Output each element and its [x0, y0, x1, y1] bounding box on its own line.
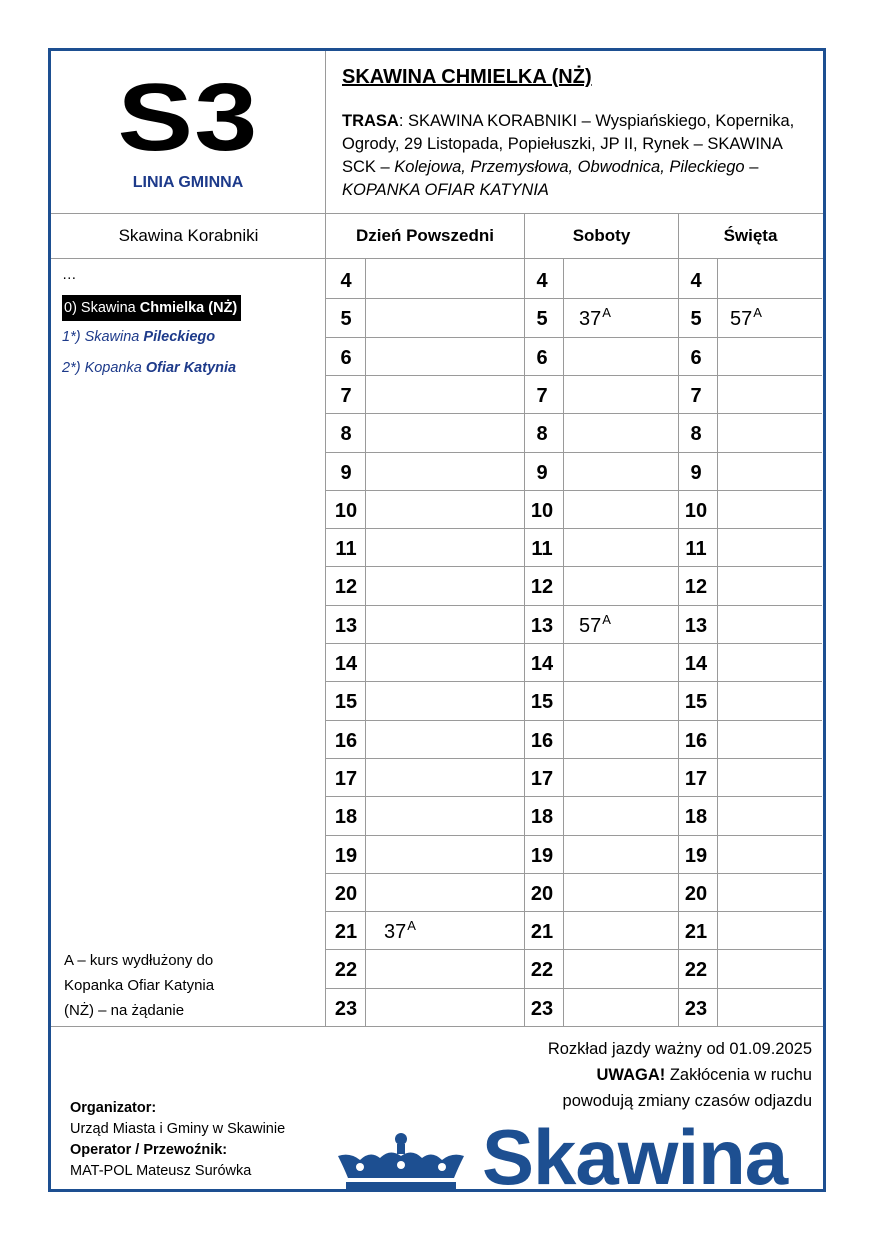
- weekday-header: Dzień Powszedni: [356, 226, 494, 245]
- saturday-hour-cell: 22: [530, 958, 554, 981]
- direction-header: Skawina Korabniki: [118, 226, 259, 245]
- weekday-hour-cell: 21: [334, 920, 358, 943]
- next-stop-2: 2*) Kopanka Ofiar Katynia: [62, 360, 237, 376]
- weekday-hour-cell: 6: [340, 346, 352, 369]
- holiday-hour-cell: 8: [690, 422, 702, 445]
- holiday-hour-cell: 20: [684, 882, 708, 905]
- holiday-hour-cell: 15: [684, 690, 708, 713]
- saturday-departure: 37 $^A$: [579, 304, 611, 330]
- weekday-hour-cell: 7: [340, 384, 352, 407]
- weekday-hour-cell: 20: [334, 882, 358, 905]
- stop-list: [62, 264, 322, 388]
- validity-notice: [548, 1036, 812, 1114]
- warning-line-2: powodują zmiany czasów odjazdu: [562, 1092, 812, 1110]
- legend-line: (NŻ) – na żądanie: [64, 1002, 185, 1019]
- legend-line: A – kurs wydłużony do: [64, 952, 214, 969]
- saturday-hour-cell: 11: [531, 537, 553, 560]
- saturday-hour-cell: 23: [530, 997, 554, 1020]
- weekday-hour-cell: 18: [334, 805, 358, 828]
- weekday-hour-cell: 10: [334, 499, 358, 522]
- saturday-header: Soboty: [572, 226, 631, 245]
- weekday-hour-cell: 23: [334, 997, 358, 1020]
- saturday-hour-cell: 12: [530, 575, 554, 598]
- valid-from: Rozkład jazdy ważny od 01.09.2025: [547, 1040, 812, 1058]
- saturday-departure: 57 $^A$: [579, 611, 611, 637]
- saturday-hour-cell: 6: [536, 346, 548, 369]
- weekday-hour-cell: 11: [335, 537, 357, 560]
- holiday-hour-cell: 7: [690, 384, 702, 407]
- saturday-hour-cell: 18: [530, 805, 554, 828]
- holiday-hour-cell: 18: [684, 805, 708, 828]
- holiday-hour-cell: 16: [684, 729, 708, 752]
- weekday-hour-cell: 14: [334, 652, 358, 675]
- weekday-hour-cell: 13: [334, 614, 358, 637]
- line-type: LINIA GMINNA: [132, 174, 244, 191]
- stop-ellipsis: …: [62, 267, 77, 283]
- saturday-hour-cell: 21: [530, 920, 554, 943]
- route-description: TRASA: SKAWINA KORABNIKI – Wyspiańskiego, Kopernika, Ogrody, 29 Listopada, Popiełuszki, JP II, Rynek – SKAWINA SCK – Kolejowa, Przemysłowa, Obwodnica, Pileckiego – KOPANKA OFIAR KATYNIA: [342, 112, 795, 199]
- saturday-hour-cell: 4: [536, 269, 548, 292]
- header-divider: [325, 51, 326, 1026]
- holiday-hour-cell: 14: [684, 652, 708, 675]
- holiday-departure: 57 $^A$: [730, 304, 762, 330]
- holiday-hour-cell: 10: [684, 499, 708, 522]
- saturday-hour-cell: 8: [536, 422, 548, 445]
- saturday-hour-cell: 14: [530, 652, 554, 675]
- stop-title: SKAWINA CHMIELKA (NŻ): [342, 66, 592, 88]
- holiday-hour-cell: 17: [684, 767, 708, 790]
- legend-line: Kopanka Ofiar Katynia: [64, 977, 215, 994]
- holiday-hour-cell: 6: [690, 346, 702, 369]
- line-number: S3: [117, 64, 259, 171]
- holiday-header: Święta: [723, 226, 778, 245]
- saturday-hour-cell: 13: [530, 614, 554, 637]
- weekday-hour-cell: 4: [340, 269, 352, 292]
- saturday-hour-cell: 16: [530, 729, 554, 752]
- holiday-hour-cell: 11: [685, 537, 707, 560]
- weekday-hour-cell: 22: [334, 958, 358, 981]
- weekday-hour-cell: 16: [334, 729, 358, 752]
- brand-wordmark: Skawina: [482, 1113, 788, 1201]
- holiday-hour-cell: 12: [684, 575, 708, 598]
- holiday-hour-cell: 9: [690, 461, 702, 484]
- holiday-hour-cell: 5: [690, 307, 702, 330]
- current-stop: 0) Skawina Chmielka (NŻ): [62, 295, 241, 321]
- saturday-hour-cell: 17: [530, 767, 554, 790]
- organizer-name: Urząd Miasta i Gminy w Skawinie: [70, 1121, 286, 1137]
- saturday-hour-cell: 9: [536, 461, 548, 484]
- saturday-hour-cell: 10: [530, 499, 554, 522]
- next-stop-1: 1*) Skawina Pileckiego: [62, 329, 216, 345]
- weekday-hour-cell: 19: [334, 844, 358, 867]
- weekday-hour-cell: 12: [334, 575, 358, 598]
- columns-bottom-rule: [51, 258, 823, 259]
- operator-label: Operator / Przewoźnik:: [70, 1142, 228, 1158]
- holiday-hour-cell: 21: [684, 920, 708, 943]
- saturday-hour-cell: 20: [530, 882, 554, 905]
- legend: [64, 948, 314, 1023]
- holiday-hour-cell: 22: [684, 958, 708, 981]
- warning-line-1: UWAGA! Zakłócenia w ruchu: [596, 1066, 812, 1084]
- weekday-departure: 37 $^A$: [384, 917, 416, 943]
- saturday-hour-cell: 5: [536, 307, 548, 330]
- holiday-hour-cell: 13: [684, 614, 708, 637]
- organizer-label: Organizator:: [70, 1100, 157, 1116]
- weekday-hour-cell: 8: [340, 422, 352, 445]
- crown-logo-icon: [330, 1130, 472, 1192]
- saturday-hour-cell: 7: [536, 384, 548, 407]
- weekday-hour-cell: 9: [340, 461, 352, 484]
- holiday-hour-cell: 4: [690, 269, 702, 292]
- holiday-hour-cell: 19: [684, 844, 708, 867]
- weekday-hour-cell: 15: [334, 690, 358, 713]
- saturday-hour-cell: 19: [530, 844, 554, 867]
- saturday-hour-cell: 15: [530, 690, 554, 713]
- weekday-hour-cell: 17: [334, 767, 358, 790]
- operator-name: MAT-POL Mateusz Surówka: [70, 1163, 252, 1179]
- weekday-hour-cell: 5: [340, 307, 352, 330]
- organizer-block: [70, 1098, 285, 1182]
- holiday-hour-cell: 23: [684, 997, 708, 1020]
